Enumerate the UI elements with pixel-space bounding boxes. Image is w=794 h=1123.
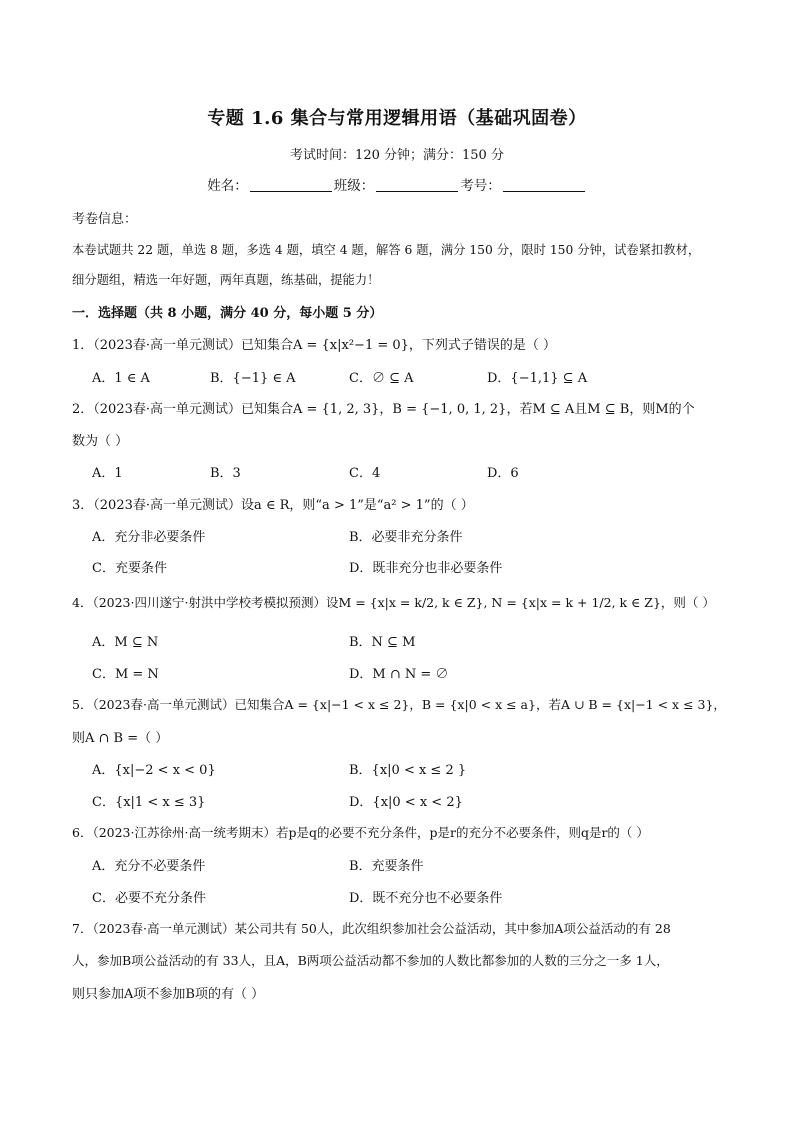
question-2-stem-line-1: 2．（2023春·高一单元测试）已知集合A = {1, 2, 3}，B = {−1, 0, 1, 2}，若M ⊆ A且M ⊆ B，则M的个 bbox=[72, 402, 695, 417]
question-1-stem: 1．（2023春·高一单元测试）已知集合A = {x|x²−1 = 0}，下列式子错误的是（ ） bbox=[72, 338, 557, 353]
info-line-1: 本卷试题共 22 题，单选 8 题，多选 4 题，填空 4 题，解答 6 题，满分 150 分，限时 150 分钟，试卷紧扣教材， bbox=[72, 243, 701, 257]
question-7-stem-line-3: 则只参加A项不参加B项的有（ ） bbox=[72, 987, 265, 1002]
number-label: 考号： bbox=[460, 178, 501, 194]
question-4-option-d: D．M ∩ N = ∅ bbox=[349, 667, 449, 682]
class-label: 班级： bbox=[333, 178, 375, 194]
question-4-option-a: A．M ⊆ N bbox=[92, 635, 159, 650]
question-5-stem-line-2: 则A ∩ B =（ ） bbox=[72, 731, 169, 746]
question-6-stem: 6．（2023·江苏徐州·高一统考期末）若p是q的必要不充分条件，p是r的充分不必要条件，则q是r的（ ） bbox=[72, 825, 649, 840]
question-4-option-c: C．M = N bbox=[92, 667, 159, 682]
question-1-option-b: B．{−1} ∈ A bbox=[210, 371, 296, 386]
question-1-option-c: C．∅ ⊆ A bbox=[349, 371, 414, 386]
question-3-stem: 3．（2023春·高一单元测试）设a ∈ R，则“a > 1”是“a² > 1”的（ ） bbox=[72, 498, 474, 513]
question-6-option-d: D．既不充分也不必要条件 bbox=[349, 891, 503, 906]
question-4-stem: 4．（2023·四川遂宁·射洪中学校考模拟预测）设M = {x|x = k/2, k ∈ Z}, N = {x|x = k + 1/2, k ∈ Z}，则（ ） bbox=[72, 595, 715, 610]
question-1-option-a: A．1 ∈ A bbox=[92, 371, 150, 386]
class-blank[interactable] bbox=[376, 177, 458, 192]
name-label: 姓名： bbox=[207, 178, 248, 194]
question-4-option-b: B．N ⊆ M bbox=[349, 635, 416, 650]
question-5-stem-line-1: 5．（2023春·高一单元测试）已知集合A = {x|−1 < x ≤ 2}，B = {x|0 < x ≤ a}，若A ∪ B = {x|−1 < x ≤ 3}， bbox=[72, 697, 726, 712]
question-2-option-b: B．3 bbox=[210, 466, 241, 481]
question-5-option-c: C．{x|1 < x ≤ 3} bbox=[92, 795, 206, 810]
question-7-stem-line-1: 7．（2023春·高一单元测试）某公司共有 50人，此次组织参加社会公益活动，其中参加A项公益活动的有 28 bbox=[72, 921, 671, 936]
question-3-option-c: C．充要条件 bbox=[92, 561, 167, 576]
question-2-option-c: C．4 bbox=[349, 466, 381, 481]
question-6-option-c: C．必要不充分条件 bbox=[92, 891, 206, 906]
student-info-fields bbox=[0, 174, 794, 194]
question-2-option-d: D．6 bbox=[487, 466, 519, 481]
question-3-option-a: A．充分非必要条件 bbox=[92, 530, 206, 545]
exam-time-info: 考试时间：120 分钟；满分：150 分 bbox=[290, 148, 504, 163]
question-5-option-a: A．{x|−2 < x < 0} bbox=[92, 763, 216, 778]
question-6-option-a: A．充分不必要条件 bbox=[92, 859, 206, 874]
question-6-option-b: B．充要条件 bbox=[349, 859, 424, 874]
question-1-option-d: D．{−1,1} ⊆ A bbox=[487, 371, 588, 386]
number-blank[interactable] bbox=[503, 177, 585, 192]
info-heading: 考卷信息： bbox=[72, 212, 138, 227]
question-5-option-d: D．{x|0 < x < 2} bbox=[349, 795, 463, 810]
page-title: 专题 1.6 集合与常用逻辑用语（基础巩固卷） bbox=[207, 108, 587, 129]
question-5-option-b: B．{x|0 < x ≤ 2 } bbox=[349, 763, 467, 778]
name-blank[interactable] bbox=[250, 177, 332, 192]
question-3-option-b: B．必要非充分条件 bbox=[349, 530, 463, 545]
section-heading: 一．选择题（共 8 小题，满分 40 分，每小题 5 分） bbox=[72, 306, 383, 321]
question-3-option-d: D．既非充分也非必要条件 bbox=[349, 561, 503, 576]
question-2-option-a: A．1 bbox=[92, 466, 123, 481]
question-2-stem-line-2: 数为（ ） bbox=[72, 434, 129, 449]
question-7-stem-line-2: 人，参加B项公益活动的有 33人，且A，B两项公益活动都不参加的人数比都参加的人数的三分之一多 1人， bbox=[72, 953, 669, 968]
info-line-2: 细分题组，精选一年好题，两年真题，练基础，提能力！ bbox=[72, 273, 380, 287]
